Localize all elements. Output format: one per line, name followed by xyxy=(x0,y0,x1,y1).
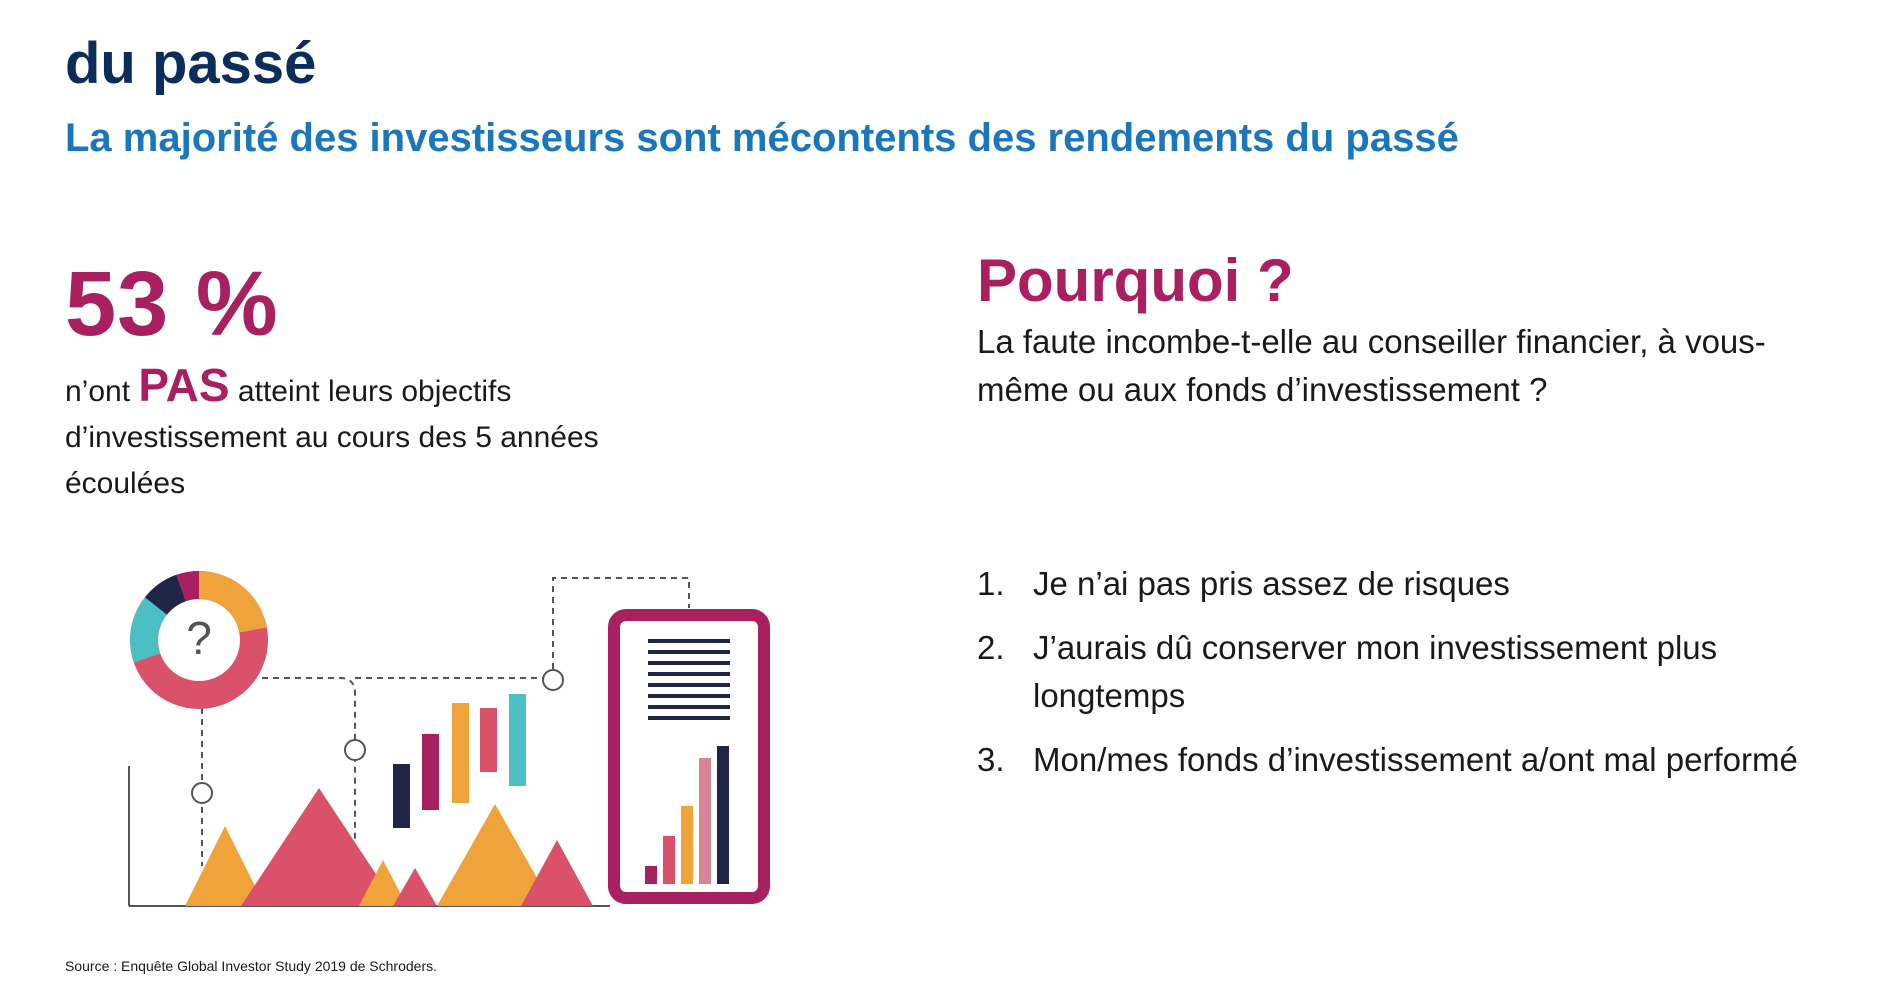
reason-item xyxy=(977,560,1827,608)
stat-desc-emphasis: PAS xyxy=(138,359,230,411)
source-note: Source : Enquête Global Investor Study 2019 de Schroders. xyxy=(65,958,438,974)
tablet-bar xyxy=(645,866,657,884)
reason-text: Mon/mes fonds d’investissement a/ont mal performé xyxy=(1033,741,1798,778)
mountains xyxy=(185,788,593,906)
reasons-list xyxy=(977,560,1827,800)
tablet-icon xyxy=(614,615,764,898)
donut-segment-teal xyxy=(144,606,156,658)
text-line xyxy=(648,639,730,643)
reason-item xyxy=(977,624,1827,720)
donut-segment-navy xyxy=(156,588,181,606)
stat-desc-suffix: atteint leurs objectifs d’investissement au cours des 5 années écoulées xyxy=(65,375,599,500)
reason-number: 1. xyxy=(977,565,1005,602)
investment-illustration xyxy=(115,568,795,908)
connector-node xyxy=(345,740,365,760)
tablet-bar xyxy=(717,746,729,884)
page-subtitle: La majorité des investisseurs sont mécontents des rendements du passé xyxy=(65,116,1459,160)
reason-text: Je n’ai pas pris assez de risques xyxy=(1033,565,1510,602)
text-line xyxy=(648,683,730,687)
reason-text: J’aurais dû conserver mon investissement plus longtemps xyxy=(1033,629,1718,714)
connector-node xyxy=(543,670,563,690)
text-line xyxy=(648,694,730,698)
text-line xyxy=(648,661,730,665)
mountain-shape xyxy=(393,868,437,906)
question-mark-icon: ? xyxy=(186,612,212,664)
text-line xyxy=(648,705,730,709)
tablet-bar xyxy=(699,758,711,884)
why-question: La faute incombe-t-elle au conseiller financier, à vous-même ou aux fonds d’investissement ? xyxy=(977,323,1766,408)
floating-bars xyxy=(393,694,526,828)
text-line xyxy=(648,650,730,654)
connector-nodes xyxy=(192,670,563,803)
page-title: du passé xyxy=(65,31,317,96)
bar-segment xyxy=(422,734,439,810)
text-line xyxy=(648,672,730,676)
bar-segment xyxy=(509,694,526,786)
bar-segment xyxy=(480,708,497,772)
bar-segment xyxy=(452,703,469,803)
donut-segment-magenta xyxy=(181,585,199,588)
why-title: Pourquoi ? xyxy=(977,247,1294,314)
reason-number: 3. xyxy=(977,741,1005,778)
donut-icon xyxy=(144,585,254,695)
tablet-bar xyxy=(663,836,675,884)
text-line xyxy=(648,716,730,720)
connector-node xyxy=(192,783,212,803)
stat-desc-prefix: n’ont xyxy=(65,375,131,408)
reason-item xyxy=(977,736,1827,784)
stat-percentage: 53 % xyxy=(65,253,279,355)
reason-number: 2. xyxy=(977,629,1005,666)
tablet-bar xyxy=(681,806,693,884)
bar-segment xyxy=(393,764,410,828)
stat-description xyxy=(65,359,605,507)
